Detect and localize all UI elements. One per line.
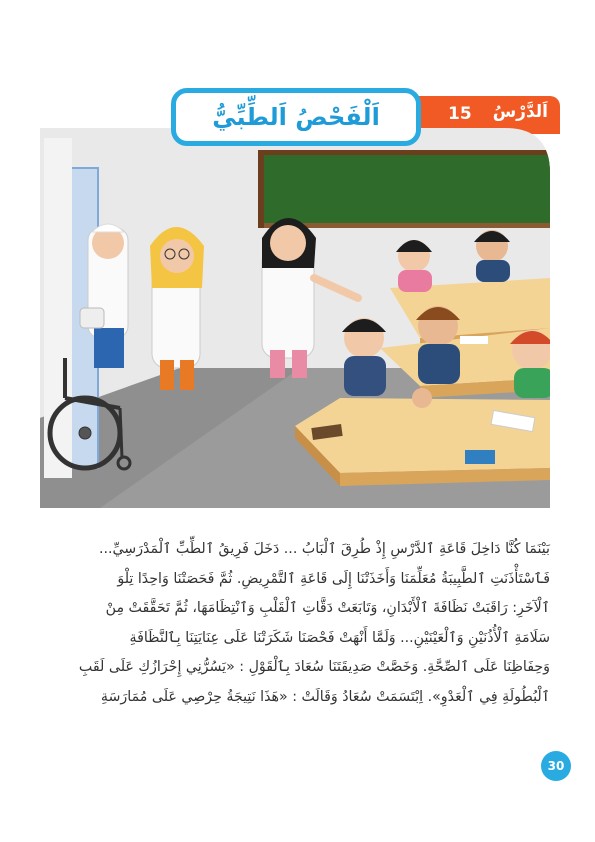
lesson-title-box: [171, 88, 421, 146]
lesson-label: اَلدَّرْسُ: [492, 102, 548, 122]
lesson-title: اَلْفَحْصُ اَلطِّبِّيُّ: [212, 103, 380, 131]
story-line: ٱلْآخَرِ: رَاقَبَتْ نَظَافَةَ ٱلْأَبْدَانِ، وَتَابَعَتْ دَقَّاتِ ٱلْقَلْبِ وَٱنْتِظَامَهَا، ثُمَّ تَحَقَّقَتْ مِنْ: [105, 600, 550, 616]
student-figure: [412, 388, 432, 408]
classroom-illustration: [40, 128, 550, 508]
story-line: ٱلْبُطُولَةِ فِي ٱلْعَدْوِ». اِبْتَسَمَتْ سُعَادُ وَقَالَتْ : «هَذَا نَتِيجَةُ حِرْصِي عَلَى مُمَارَسَةِ: [100, 688, 550, 705]
story-line: وَحِفَاظِنَا عَلَى ٱلصِّحَّةِ. وَخَصَّتْ صَدِيقَتَنَا سُعَادَ بِٱلْقَوْلِ : «يَسُرُّنِي إِحْرَازُكِ عَلَى لَقَبِ: [78, 659, 550, 675]
story-line: بَيْنَمَا كُنَّا دَاخِلَ قَاعَةِ ٱلدَّرْسِ إِذْ طُرِقَ ٱلْبَابُ ... دَخَلَ فَرِيقُ ٱلطِّبِّ ٱلْمَدْرَسِيِّ...: [98, 541, 550, 557]
page-number: 30: [541, 751, 571, 781]
story-line: فَٱسْتَأْذَنَتِ ٱلطَّبِيبَةُ مُعَلِّمَنَا وَأَخَذَتْنَا إِلَى قَاعَةِ ٱلتَّمْرِيضِ. ثُمَّ فَحَصَتْنَا وَاحِدًا تِلْوَ: [117, 570, 550, 587]
story-text: [45, 535, 550, 712]
story-line: سَلَامَةِ ٱلْأُذُنَيْنِ وَٱلْعَيْنَيْنِ... وَلَمَّا أَنْهَتْ فَحْصَنَا شَكَرَتْنَا عَلَى عِنَايَتِنَا بِٱلنَّظَافَةِ: [129, 629, 550, 646]
lesson-number: 15: [448, 104, 472, 124]
